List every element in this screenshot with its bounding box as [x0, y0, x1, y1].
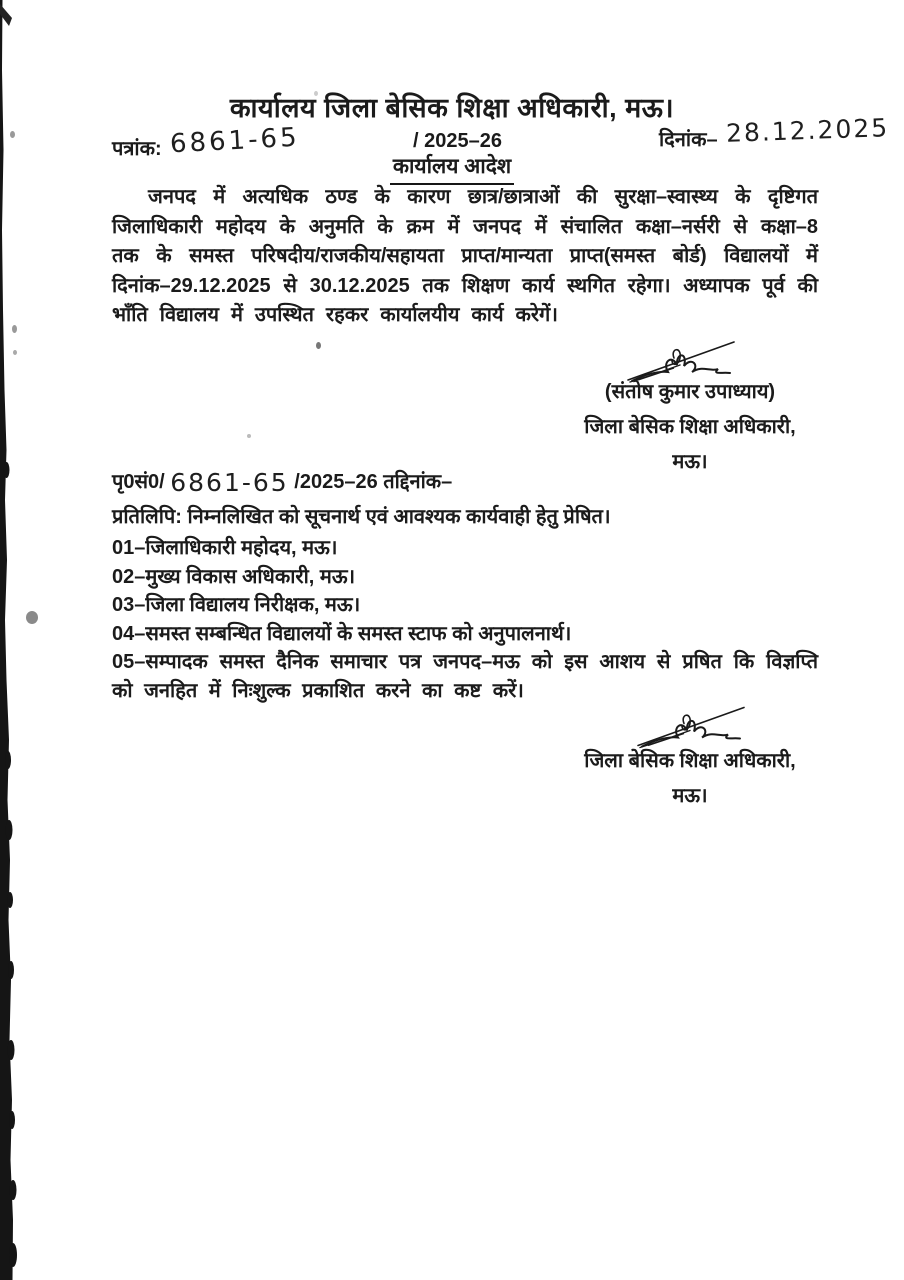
endorsement-ref-line: [112, 467, 452, 497]
signatory-place: मऊ।: [672, 451, 708, 473]
scan-edge-artifact: [0, 0, 22, 1280]
endorsement-ref-prefix: पृ0सं0/: [112, 471, 165, 493]
order-heading: [0, 152, 904, 185]
signatory-place: मऊ।: [672, 785, 708, 807]
scan-smudge: [10, 131, 15, 138]
scan-smudge: [13, 350, 17, 355]
recipient-item: 03–जिला विद्यालय निरीक्षक, मऊ।: [112, 594, 361, 616]
recipient-item: 05–सम्पादक समस्त दैनिक समाचार पत्र जनपद–मऊ को इस आशय से प्रषित कि विज्ञप्ति को जनहित में निःशुल्क प्रकाशित करने का कष्ट करें।: [112, 651, 818, 702]
signatory-designation: जिला बेसिक शिक्षा अधिकारी,: [584, 416, 796, 438]
order-heading-text: कार्यालय आदेश: [390, 152, 514, 185]
signatory-block: [565, 746, 815, 816]
scan-smudge: [26, 611, 38, 624]
ref-number-handwritten: 6861-65: [169, 122, 301, 160]
recipient-item: 04–समस्त सम्बन्धित विद्यालयों के समस्त स्टाफ को अनुपालनार्थ।: [112, 622, 572, 645]
ref-number-label: पत्रांक:: [112, 138, 162, 160]
scan-smudge: [247, 434, 251, 438]
scan-smudge: [316, 342, 321, 349]
signatory-designation: जिला बेसिक शिक्षा अधिकारी,: [584, 750, 796, 772]
recipients-list: [112, 534, 818, 705]
recipient-item: 02–मुख्य विकास अधिकारी, मऊ।: [112, 565, 356, 588]
scan-smudge: [12, 325, 17, 333]
date-label: दिनांक–: [659, 129, 718, 151]
endorsement-ref-handwritten: 6861-65: [170, 468, 289, 497]
recipient-item: 01–जिलाधिकारी महोदय, मऊ।: [112, 537, 338, 559]
order-body-paragraph: जनपद में अत्यधिक ठण्ड के कारण छात्र/छात्राओं की सुरक्षा–स्वास्थ्य के दृष्टिगत जिलाधिकारी महोदय के अनुमति के क्रम में जनपद में संचालित कक्षा–नर्सरी से कक्षा–8 तक के समस्त परिषदीय/राजकीय/सहायता प्राप्त/मान्यता प्राप्त(समस्त बोर्ड) विद्यालयों में दिनांक–29.12.2025 से 30.12.2025 तक शिक्षण कार्य स्थगित रहेगा। अध्यापक पूर्व की भाँति विद्यालय में उपस्थित रहकर कार्यालयीय कार्य करेगें।: [112, 186, 818, 326]
signatory-block: [565, 377, 815, 482]
office-title: कार्यालय जिला बेसिक शिक्षा अधिकारी, मऊ।: [229, 93, 675, 123]
signatory-name: (संतोष कुमार उपाध्याय): [604, 381, 776, 403]
date-handwritten: 28.12.2025: [725, 113, 890, 148]
session-year: / 2025–26: [413, 130, 502, 152]
copy-note: प्रतिलिपि: निम्नलिखित को सूचनार्थ एवं आवश्यक कार्यवाही हेतु प्रेषित।: [112, 506, 611, 528]
endorsement-ref-suffix: /2025–26 तद्दिनांक–: [294, 471, 453, 493]
